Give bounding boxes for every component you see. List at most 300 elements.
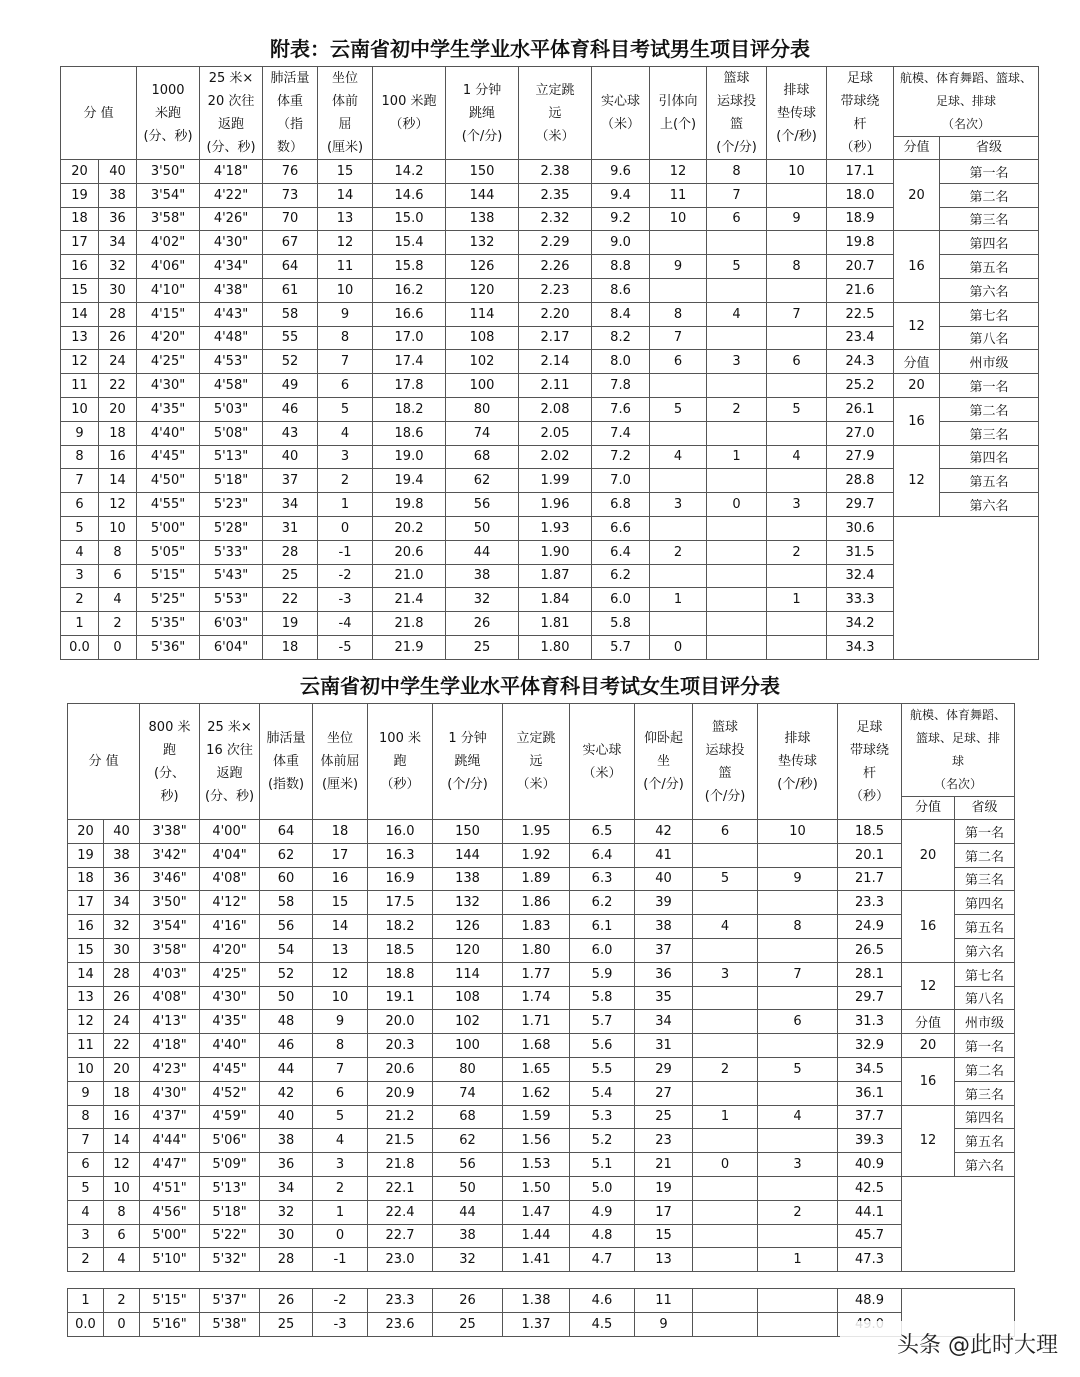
table-cell: 4'20" bbox=[137, 326, 200, 350]
table-cell: 38 bbox=[635, 915, 693, 939]
table-cell bbox=[767, 612, 827, 636]
special-rank-cell: 第二名 bbox=[940, 183, 1039, 207]
table-cell: 44 bbox=[433, 1200, 503, 1224]
table-cell bbox=[707, 588, 767, 612]
table-cell bbox=[758, 1034, 838, 1058]
table-cell bbox=[707, 612, 767, 636]
table-cell: 4'44" bbox=[140, 1129, 200, 1153]
table-cell: 4'35" bbox=[137, 397, 200, 421]
table-cell: 13 bbox=[68, 986, 104, 1010]
table-cell: 15 bbox=[318, 160, 373, 184]
table-cell: 4'00" bbox=[200, 820, 260, 844]
table-cell: 4.7 bbox=[570, 1248, 635, 1272]
table-cell: 25.2 bbox=[827, 374, 894, 398]
table-cell bbox=[693, 843, 758, 867]
table-cell: 64 bbox=[260, 820, 313, 844]
table-cell bbox=[693, 1289, 758, 1313]
table-cell: 5.6 bbox=[570, 1034, 635, 1058]
table-cell bbox=[758, 1224, 838, 1248]
table-cell: 1.74 bbox=[503, 986, 570, 1010]
table-cell: 13 bbox=[313, 938, 368, 962]
table-cell: 8.8 bbox=[592, 255, 650, 279]
table-cell: 0.0 bbox=[61, 635, 99, 659]
table-cell: 7 bbox=[758, 962, 838, 986]
table-cell: 18 bbox=[99, 421, 137, 445]
table-cell bbox=[767, 469, 827, 493]
table-cell: 7 bbox=[61, 469, 99, 493]
table-cell: 33.3 bbox=[827, 588, 894, 612]
table-cell bbox=[707, 635, 767, 659]
table-cell: 3'58" bbox=[140, 938, 200, 962]
table-cell: 4'15" bbox=[137, 302, 200, 326]
table-cell: 42 bbox=[260, 1081, 313, 1105]
table-cell: 10 bbox=[68, 1057, 104, 1081]
table-cell: 5'10" bbox=[140, 1248, 200, 1272]
table-cell: 7 bbox=[68, 1129, 104, 1153]
table-cell: 17.0 bbox=[373, 326, 446, 350]
table-cell: 21 bbox=[635, 1153, 693, 1177]
table-cell: 1.38 bbox=[503, 1289, 570, 1313]
table-cell: 6 bbox=[104, 1224, 140, 1248]
table-row bbox=[61, 635, 1039, 659]
table-cell: 9.4 bbox=[592, 183, 650, 207]
table-cell: 73 bbox=[263, 183, 318, 207]
table-cell: 144 bbox=[446, 183, 519, 207]
special-rank-cell: 第八名 bbox=[955, 986, 1015, 1010]
table-cell: 9 bbox=[318, 302, 373, 326]
table-cell: 30.6 bbox=[827, 516, 894, 540]
table-cell: 5.8 bbox=[592, 612, 650, 636]
table-cell: 5'28" bbox=[200, 516, 263, 540]
table-cell: 42.5 bbox=[838, 1176, 902, 1200]
table-cell: 47.3 bbox=[838, 1248, 902, 1272]
table-cell bbox=[650, 516, 707, 540]
table-cell: 9 bbox=[767, 207, 827, 231]
table-cell bbox=[767, 326, 827, 350]
table-cell: 56 bbox=[446, 493, 519, 517]
special-score-cell: 20 bbox=[902, 820, 955, 891]
table-cell: 74 bbox=[446, 421, 519, 445]
table-cell: 62 bbox=[433, 1129, 503, 1153]
table-cell: 8 bbox=[99, 540, 137, 564]
table-cell: -2 bbox=[313, 1289, 368, 1313]
table-cell: 114 bbox=[433, 962, 503, 986]
table-cell: 5.8 bbox=[570, 986, 635, 1010]
table-cell: 27 bbox=[635, 1081, 693, 1105]
table-cell: 5'36" bbox=[137, 635, 200, 659]
table-cell: 0 bbox=[318, 516, 373, 540]
table-cell: 5'03" bbox=[200, 397, 263, 421]
table-cell: 3 bbox=[707, 350, 767, 374]
table-cell: 2 bbox=[61, 588, 99, 612]
table-cell: 17 bbox=[313, 843, 368, 867]
table-cell: 6.2 bbox=[570, 891, 635, 915]
table-cell: 8 bbox=[318, 326, 373, 350]
table-cell: 19 bbox=[61, 183, 99, 207]
table-cell: 22.1 bbox=[368, 1176, 433, 1200]
table-cell: 126 bbox=[446, 255, 519, 279]
table-cell: 18.2 bbox=[373, 397, 446, 421]
header-1000m: 1000 米跑 (分、秒) bbox=[137, 67, 200, 160]
table-cell: 1.77 bbox=[503, 962, 570, 986]
table-cell bbox=[767, 564, 827, 588]
table-cell: 4 bbox=[693, 915, 758, 939]
table-cell: 6.5 bbox=[570, 820, 635, 844]
table-cell: 15.4 bbox=[373, 231, 446, 255]
table-cell: 1.81 bbox=[519, 612, 592, 636]
table-cell: 26 bbox=[260, 1289, 313, 1313]
table-cell: 55 bbox=[263, 326, 318, 350]
table-cell: 58 bbox=[260, 891, 313, 915]
table-cell: 4 bbox=[758, 1105, 838, 1129]
table-cell: 138 bbox=[433, 867, 503, 891]
table-cell: 9 bbox=[650, 255, 707, 279]
table-cell: 38 bbox=[446, 564, 519, 588]
table-cell: 26 bbox=[446, 612, 519, 636]
header-lung: 肺活量 体重 （指 数） bbox=[263, 67, 318, 160]
header-jump: 立定跳 远 （米） bbox=[519, 67, 592, 160]
table-cell: 36 bbox=[104, 867, 140, 891]
table-cell: 7.4 bbox=[592, 421, 650, 445]
table-cell: 26.5 bbox=[838, 938, 902, 962]
table-row bbox=[61, 326, 1039, 350]
table-cell: 64 bbox=[263, 255, 318, 279]
table-cell: 5'32" bbox=[200, 1248, 260, 1272]
table-cell bbox=[693, 986, 758, 1010]
table-cell: 9 bbox=[758, 867, 838, 891]
table-cell: 10 bbox=[313, 986, 368, 1010]
table-cell: 16 bbox=[313, 867, 368, 891]
table-cell: 4'22" bbox=[200, 183, 263, 207]
table-cell: 17.1 bbox=[827, 160, 894, 184]
table-cell bbox=[758, 1081, 838, 1105]
table-row bbox=[68, 1153, 1015, 1177]
table-cell: 12 bbox=[318, 231, 373, 255]
table-row bbox=[61, 564, 1039, 588]
table-cell: 2 bbox=[313, 1176, 368, 1200]
special-rank-cell: 第五名 bbox=[940, 255, 1039, 279]
table-cell: 34 bbox=[104, 891, 140, 915]
table-cell: 2.11 bbox=[519, 374, 592, 398]
table-cell: 32.9 bbox=[838, 1034, 902, 1058]
table-cell: 17.4 bbox=[373, 350, 446, 374]
table-cell: 5'33" bbox=[200, 540, 263, 564]
header-pullup: 引体向 上(个) bbox=[650, 67, 707, 160]
watermark: 头条 @此时大理 bbox=[897, 1333, 1058, 1358]
table-cell: 7.8 bbox=[592, 374, 650, 398]
table-cell: 120 bbox=[446, 278, 519, 302]
table-cell: 6 bbox=[318, 374, 373, 398]
table-cell: 1.80 bbox=[503, 938, 570, 962]
table-cell: 14 bbox=[318, 183, 373, 207]
table-row bbox=[68, 915, 1015, 939]
table-cell: 9 bbox=[68, 1081, 104, 1105]
table-cell: 5'53" bbox=[200, 588, 263, 612]
header-rope: 1 分钟 跳绳 (个/分) bbox=[446, 67, 519, 160]
table-cell: 4.9 bbox=[570, 1200, 635, 1224]
table-cell: 3 bbox=[313, 1153, 368, 1177]
boys-score-table bbox=[60, 66, 1039, 660]
table-cell: 9.6 bbox=[592, 160, 650, 184]
table-cell: 25 bbox=[446, 635, 519, 659]
table-cell: 5'08" bbox=[200, 421, 263, 445]
table-cell: 5'23" bbox=[200, 493, 263, 517]
table-cell: 29 bbox=[635, 1057, 693, 1081]
table-cell: 4'56" bbox=[140, 1200, 200, 1224]
table-cell: 18 bbox=[104, 1081, 140, 1105]
table-cell: 5.4 bbox=[570, 1081, 635, 1105]
table-cell: 42 bbox=[635, 820, 693, 844]
table-cell: -2 bbox=[318, 564, 373, 588]
table-cell: 22.4 bbox=[368, 1200, 433, 1224]
table-cell: 6.4 bbox=[570, 843, 635, 867]
table-cell: 102 bbox=[433, 1010, 503, 1034]
table-cell bbox=[758, 1129, 838, 1153]
table-cell: 144 bbox=[433, 843, 503, 867]
table-cell: 5'15" bbox=[140, 1289, 200, 1313]
table-cell: 4'30" bbox=[137, 374, 200, 398]
boys-table-title: 附表：云南省初中学生学业水平体育科目考试男生项目评分表 bbox=[270, 37, 810, 61]
table-cell: 4'34" bbox=[200, 255, 263, 279]
table-cell: 40 bbox=[635, 867, 693, 891]
table-cell: 25 bbox=[260, 1312, 313, 1336]
table-cell: 4'26" bbox=[200, 207, 263, 231]
table-cell: 1.62 bbox=[503, 1081, 570, 1105]
table-cell bbox=[767, 231, 827, 255]
header-sit-reach: 坐位 体前 屈 (厘米) bbox=[318, 67, 373, 160]
table-row bbox=[68, 1034, 1015, 1058]
table-cell: 0 bbox=[313, 1224, 368, 1248]
table-cell: 7 bbox=[767, 302, 827, 326]
table-cell: 4 bbox=[767, 445, 827, 469]
table-cell: 38 bbox=[260, 1129, 313, 1153]
special-city-score-cell: 12 bbox=[894, 445, 940, 516]
table-cell: 6.1 bbox=[570, 915, 635, 939]
table-cell: 5'35" bbox=[137, 612, 200, 636]
table-cell: 2.02 bbox=[519, 445, 592, 469]
table-cell: 6 bbox=[767, 350, 827, 374]
table-cell: 15 bbox=[61, 278, 99, 302]
table-cell: 8.0 bbox=[592, 350, 650, 374]
table-cell: 23.0 bbox=[368, 1248, 433, 1272]
table-cell bbox=[707, 564, 767, 588]
table-cell: 15.0 bbox=[373, 207, 446, 231]
table-cell: 16 bbox=[104, 1105, 140, 1129]
special-city-rank-cell: 第五名 bbox=[940, 469, 1039, 493]
table-cell: 4'04" bbox=[200, 843, 260, 867]
table-cell: 38 bbox=[104, 843, 140, 867]
table-cell: 40 bbox=[104, 820, 140, 844]
table-cell bbox=[767, 516, 827, 540]
table-cell: 10 bbox=[99, 516, 137, 540]
table-cell: 34 bbox=[263, 493, 318, 517]
header-special: 航模、体育舞蹈、 篮球、足球、排 球 （名次） bbox=[902, 704, 1015, 797]
table-cell: 1.59 bbox=[503, 1105, 570, 1129]
table-cell: 2 bbox=[650, 540, 707, 564]
special-rank-cell: 第一名 bbox=[955, 820, 1015, 844]
table-cell: 38 bbox=[99, 183, 137, 207]
table-cell: 32.4 bbox=[827, 564, 894, 588]
table-cell: 5.7 bbox=[570, 1010, 635, 1034]
table-cell: 3 bbox=[68, 1224, 104, 1248]
table-cell: 40 bbox=[99, 160, 137, 184]
table-row bbox=[61, 445, 1039, 469]
table-cell: 3'50" bbox=[140, 891, 200, 915]
special-city-rank-header: 州市级 bbox=[940, 350, 1039, 374]
table-cell: 2.35 bbox=[519, 183, 592, 207]
special-city-rank-cell: 第三名 bbox=[955, 1081, 1015, 1105]
table-cell: 58 bbox=[263, 302, 318, 326]
header-football: 足球 带球绕 杆 （秒） bbox=[838, 704, 902, 820]
table-cell: 4'08" bbox=[140, 986, 200, 1010]
table-cell: 31.3 bbox=[838, 1010, 902, 1034]
table-cell: 9 bbox=[313, 1010, 368, 1034]
table-cell bbox=[693, 1224, 758, 1248]
table-cell: 3 bbox=[318, 445, 373, 469]
table-cell: 2 bbox=[318, 469, 373, 493]
table-cell: 25 bbox=[635, 1105, 693, 1129]
table-cell: 1 bbox=[313, 1200, 368, 1224]
table-cell: 1 bbox=[650, 588, 707, 612]
table-cell: 7.0 bbox=[592, 469, 650, 493]
table-cell: 4'18" bbox=[140, 1034, 200, 1058]
table-cell: 76 bbox=[263, 160, 318, 184]
special-score-cell: 12 bbox=[902, 962, 955, 1010]
table-cell: 50 bbox=[260, 986, 313, 1010]
table-cell bbox=[693, 1312, 758, 1336]
table-cell: 35 bbox=[635, 986, 693, 1010]
table-cell: 0 bbox=[693, 1153, 758, 1177]
header-special-province: 省级 bbox=[940, 137, 1039, 160]
table-cell: 23.3 bbox=[838, 891, 902, 915]
table-cell: 5 bbox=[693, 867, 758, 891]
table-cell: 17.5 bbox=[368, 891, 433, 915]
table-row bbox=[68, 1248, 1015, 1272]
table-cell: 15 bbox=[68, 938, 104, 962]
table-cell: 32 bbox=[99, 255, 137, 279]
special-score-cell: 16 bbox=[902, 891, 955, 962]
table-cell: 1.95 bbox=[503, 820, 570, 844]
table-row bbox=[68, 891, 1015, 915]
header-shuttle: 25 米× 20 次往 返跑 (分、秒) bbox=[200, 67, 263, 160]
table-cell: 8 bbox=[758, 915, 838, 939]
table-cell: 4'52" bbox=[200, 1081, 260, 1105]
table-row bbox=[68, 867, 1015, 891]
table-cell: 37.7 bbox=[838, 1105, 902, 1129]
table-cell: 1.93 bbox=[519, 516, 592, 540]
table-cell bbox=[707, 469, 767, 493]
table-cell: 3'54" bbox=[140, 915, 200, 939]
table-cell: 68 bbox=[433, 1105, 503, 1129]
table-cell: 23.4 bbox=[827, 326, 894, 350]
table-cell: 4 bbox=[650, 445, 707, 469]
header-situp: 仰卧起 坐 (个/分) bbox=[635, 704, 693, 820]
table-cell: 5'09" bbox=[200, 1153, 260, 1177]
table-cell: 1.37 bbox=[503, 1312, 570, 1336]
table-cell: 19.1 bbox=[368, 986, 433, 1010]
table-cell: 5.3 bbox=[570, 1105, 635, 1129]
table-cell bbox=[758, 1289, 838, 1313]
table-cell: 37 bbox=[263, 469, 318, 493]
table-cell: 6'03" bbox=[200, 612, 263, 636]
table-row bbox=[68, 1200, 1015, 1224]
table-cell: 4'08" bbox=[200, 867, 260, 891]
table-row bbox=[61, 493, 1039, 517]
table-row bbox=[61, 183, 1039, 207]
table-cell: 126 bbox=[433, 915, 503, 939]
table-cell: 4'03" bbox=[140, 962, 200, 986]
table-cell: 5'18" bbox=[200, 1200, 260, 1224]
table-cell: 14 bbox=[313, 915, 368, 939]
table-cell: 44 bbox=[446, 540, 519, 564]
table-cell: 7.2 bbox=[592, 445, 650, 469]
table-cell: 30 bbox=[99, 278, 137, 302]
table-cell: 14.6 bbox=[373, 183, 446, 207]
table-cell: 100 bbox=[433, 1034, 503, 1058]
table-row bbox=[61, 421, 1039, 445]
table-cell bbox=[707, 540, 767, 564]
table-cell: 4 bbox=[68, 1200, 104, 1224]
table-cell: 27.9 bbox=[827, 445, 894, 469]
table-cell: 19.4 bbox=[373, 469, 446, 493]
table-cell: 23.3 bbox=[368, 1289, 433, 1313]
table-cell: 4'25" bbox=[200, 962, 260, 986]
table-cell: 8.6 bbox=[592, 278, 650, 302]
table-cell: 21.9 bbox=[373, 635, 446, 659]
table-cell: 1 bbox=[318, 493, 373, 517]
table-cell: 19.8 bbox=[373, 493, 446, 517]
special-empty-cell bbox=[894, 516, 1039, 659]
table-row bbox=[68, 1224, 1015, 1248]
table-cell: 7 bbox=[318, 350, 373, 374]
table-cell: 2.38 bbox=[519, 160, 592, 184]
table-cell: 7.6 bbox=[592, 397, 650, 421]
table-cell: 4'02" bbox=[137, 231, 200, 255]
table-cell: 1 bbox=[707, 445, 767, 469]
special-rank-cell: 第七名 bbox=[940, 302, 1039, 326]
table-cell: 6 bbox=[99, 564, 137, 588]
table-cell: 3'58" bbox=[137, 207, 200, 231]
table-cell: 28 bbox=[104, 962, 140, 986]
table-cell: 2.26 bbox=[519, 255, 592, 279]
table-cell: 108 bbox=[446, 326, 519, 350]
table-cell: 150 bbox=[446, 160, 519, 184]
table-cell: 30 bbox=[260, 1224, 313, 1248]
table-cell: 56 bbox=[433, 1153, 503, 1177]
header-rope: 1 分钟 跳绳 (个/分) bbox=[433, 704, 503, 820]
girls-score-table bbox=[67, 703, 1015, 1272]
table-cell: 4 bbox=[707, 302, 767, 326]
table-cell: 11 bbox=[61, 374, 99, 398]
table-cell: 18.6 bbox=[373, 421, 446, 445]
table-cell: 49 bbox=[263, 374, 318, 398]
special-score-cell: 20 bbox=[894, 160, 940, 231]
table-cell: 5'05" bbox=[137, 540, 200, 564]
header-basketball: 篮球 运球投 篮 (个/分) bbox=[707, 67, 767, 160]
table-cell: 20.0 bbox=[368, 1010, 433, 1034]
table-cell: 6.8 bbox=[592, 493, 650, 517]
table-cell: 20.1 bbox=[838, 843, 902, 867]
table-cell: 21.8 bbox=[368, 1153, 433, 1177]
table-cell: 24.9 bbox=[838, 915, 902, 939]
table-cell: 29.7 bbox=[827, 493, 894, 517]
table-cell bbox=[758, 986, 838, 1010]
table-cell: 4'18" bbox=[200, 160, 263, 184]
table-cell: 36.1 bbox=[838, 1081, 902, 1105]
table-cell: 19.0 bbox=[373, 445, 446, 469]
table-row bbox=[68, 1129, 1015, 1153]
special-city-score-cell: 20 bbox=[894, 374, 940, 398]
